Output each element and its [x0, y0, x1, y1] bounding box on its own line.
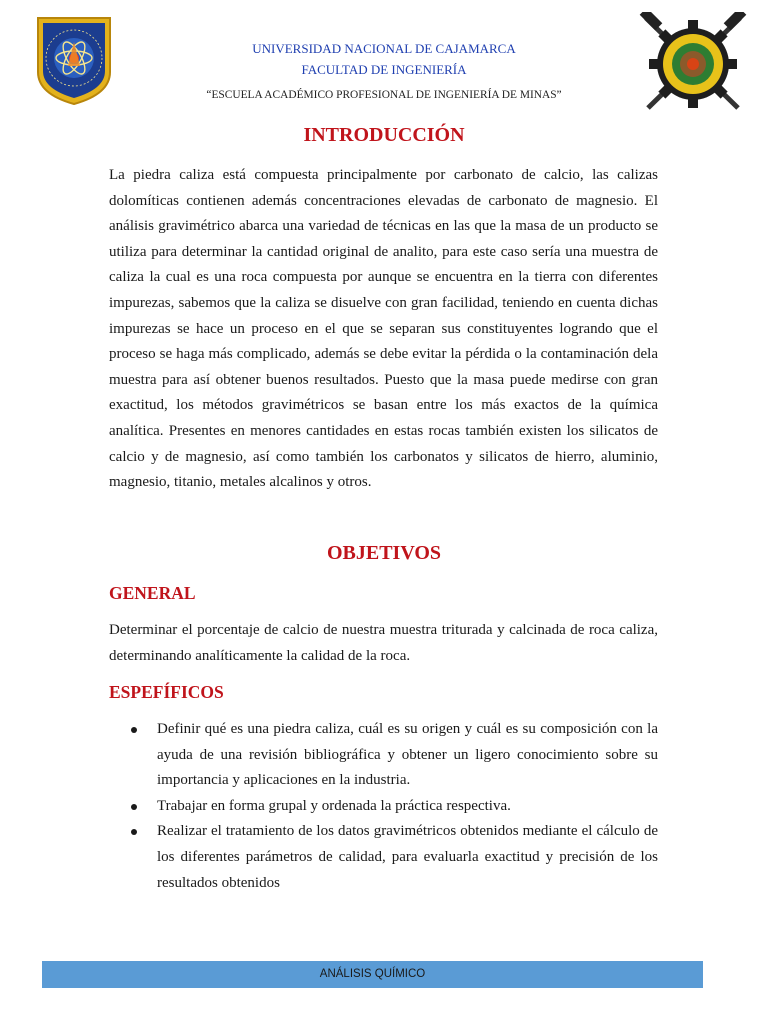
list-item: Realizar el tratamiento de los datos gravimétricos obtenidos mediante el cálculo de los diferentes parámetros de calidad, para evaluarla exactitud y precisión de los resultados obtenidos	[130, 819, 658, 896]
general-objective-text: Determinar el porcentaje de calcio de nuestra muestra triturada y calcinada de roca caliza, determinando analíticamente la calidad de la roca.	[109, 622, 658, 664]
page-footer-bar	[42, 961, 703, 988]
objectives-heading: OBJETIVOS	[326, 542, 442, 564]
university-name: UNIVERSIDAD NACIONAL DE CAJAMARCA	[252, 41, 516, 56]
general-objective-heading: GENERAL	[109, 583, 196, 603]
specific-objectives-list	[130, 717, 658, 896]
faculty-name: FACULTAD DE INGENIERÍA	[301, 62, 467, 77]
footer-label: ANÁLISIS QUÍMICO	[319, 968, 426, 980]
specific-objectives-heading: ESPEFÍFICOS	[109, 682, 224, 702]
school-name: “ESCUELA ACADÉMICO PROFESIONAL DE INGENIERÍA DE MINAS”	[206, 89, 562, 101]
introduction-paragraph: La piedra caliza está compuesta principalmente por carbonato de calcio, las calizas dolomíticas contienen además concentraciones elevadas de carbonato de magnesio. El análisis gravimétrico abarca una variedad de técnicas en las que la masa de un producto se utiliza para determinar la cantidad original de analito, para este caso sería una muestra de caliza la cual es una roca compuesta por aunque se encuentra en la tierra con diferentes impurezas, sabemos que la caliza se disuelve con gran facilidad, teniendo en cuenta dichas impurezas se hace un proceso en el que se separan sus constituyentes logrando que el proceso se haga más complicado, además se debe evitar la pérdida o la contaminación dela muestra para así obtener buenos resultados. Puesto que la masa puede medirse con gran exactitud, los métodos gravimétricos se basan entre los más exactos de la química analítica. Presentes en menores cantidades en estas rocas también existen los silicatos de calcio y de magnesio, así como también los carbonatos y silicatos de hierro, aluminio, magnesio, titanio, metales alcalinos y otros.	[109, 167, 658, 491]
introduction-heading: INTRODUCCIÓN	[303, 124, 465, 146]
list-item: Definir qué es una piedra caliza, cuál es su origen y cuál es su composición con la ayuda de una revisión bibliográfica y obtener un ligero conocimiento sobre su importancia y aplicaciones en la industria.	[130, 717, 658, 794]
list-item: Trabajar en forma grupal y ordenada la práctica respectiva.	[130, 794, 658, 820]
